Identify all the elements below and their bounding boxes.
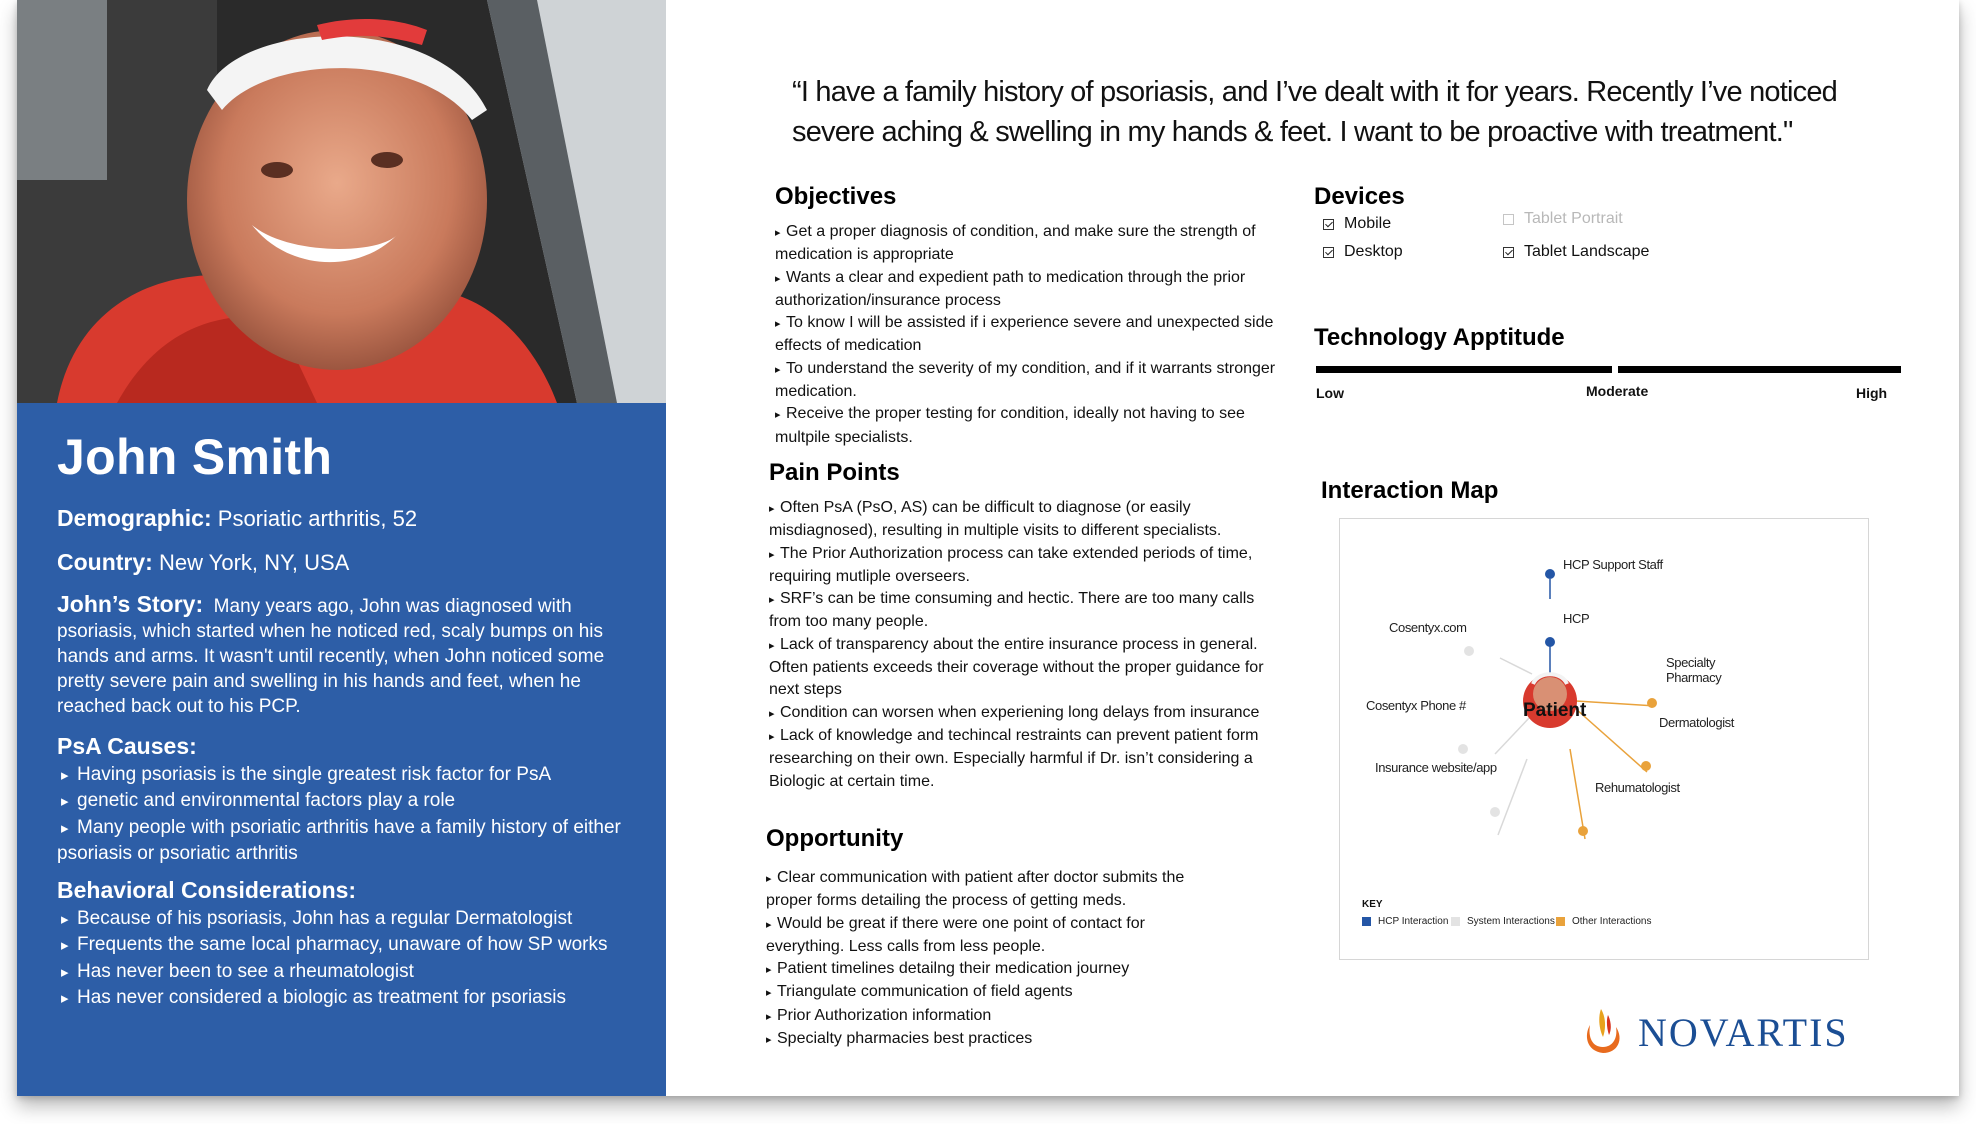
key-other: Other Interactions — [1556, 916, 1651, 927]
list-item: ▸ Frequents the same local pharmacy, unaware of how SP works — [57, 932, 637, 959]
demographic-label: Demographic: — [57, 505, 212, 531]
key-hcp: HCP Interaction — [1362, 916, 1448, 927]
persona-quote: “I have a family history of psoriasis, and I’ve dealt with it for years. Recently I’ve noticed severe aching & swelling in my hands & feet. I want to be proactive with treatment." — [792, 76, 1838, 148]
behavioral-heading: Behavioral Considerations: — [57, 876, 357, 903]
aptitude-bar-high — [1618, 366, 1901, 373]
checkbox-checked-icon — [1323, 219, 1334, 230]
list-item: ▸ Has never been to see a rheumatologist — [57, 959, 637, 986]
persona-sidebar — [17, 0, 666, 1096]
swatch-icon — [1362, 917, 1371, 926]
list-item: ▸ To know I will be assisted if i experience severe and unexpected side effects of medication — [775, 312, 1295, 358]
checkbox-checked-icon — [1323, 247, 1334, 258]
list-item: ▸ Often PsA (PsO, AS) can be difficult to diagnose (or easily misdiagnosed), resulting in multiple visits to different specialists. — [769, 497, 1289, 543]
devices-heading: Devices — [1314, 183, 1405, 210]
list-item: ▸ Has never considered a biologic as treatment for psoriasis — [57, 985, 637, 1012]
interaction-map-graph — [1340, 519, 1870, 961]
list-item: ▸ Patient timelines detailng their medication journey — [766, 958, 1196, 981]
device-tablet-portrait: Tablet Portrait — [1503, 210, 1623, 228]
swatch-icon — [1451, 917, 1460, 926]
list-item: ▸ Having psoriasis is the single greatest risk factor for PsA — [57, 762, 637, 789]
demographic — [57, 504, 637, 534]
specialty-pharmacy-node: Specialty Pharmacy — [1666, 655, 1722, 685]
list-item: ▸ Specialty pharmacies best practices — [766, 1028, 1196, 1051]
opportunity-heading: Opportunity — [766, 825, 904, 852]
interaction-map — [1339, 518, 1869, 960]
insurance-node: Insurance website/app — [1375, 760, 1497, 775]
list-item: ▸ Because of his psoriasis, John has a regular Dermatologist — [57, 906, 637, 933]
cosentyx-com-node: Cosentyx.com — [1389, 620, 1467, 635]
opportunity-list — [766, 867, 1196, 1051]
objectives-list — [775, 221, 1295, 449]
aptitude-low-label: Low — [1316, 385, 1344, 401]
pain-points-list — [769, 497, 1289, 793]
dermatologist-node: Dermatologist — [1659, 715, 1734, 730]
persona-story — [57, 592, 637, 719]
hcp-support-node: HCP Support Staff — [1563, 557, 1663, 572]
list-item: ▸ Receive the proper testing for condition, ideally not having to see multpile specialists. — [775, 403, 1295, 449]
persona-card — [17, 0, 1959, 1096]
patient-node-label: Patient — [1523, 700, 1587, 721]
swatch-icon — [1556, 917, 1565, 926]
novartis-flame-icon — [1582, 1007, 1624, 1057]
rheumatologist-node: Rehumatologist — [1595, 780, 1680, 795]
causes-heading: PsA Causes: — [57, 732, 197, 759]
list-item: ▸ Clear communication with patient after doctor submits the proper forms detailing the process of getting meds. — [766, 867, 1196, 913]
map-key-title: KEY — [1362, 899, 1383, 910]
tech-aptitude-heading: Technology Apptitude — [1314, 324, 1565, 351]
cosentyx-phone-node: Cosentyx Phone # — [1366, 698, 1466, 713]
list-item: ▸ genetic and environmental factors play a role — [57, 788, 637, 815]
aptitude-high-label: High — [1856, 385, 1888, 401]
aptitude-moderate-label: Moderate — [1586, 383, 1649, 399]
objectives-heading: Objectives — [775, 183, 897, 210]
causes-list — [57, 762, 637, 867]
aptitude-bar-low — [1316, 366, 1612, 373]
pain-points-heading: Pain Points — [769, 459, 900, 486]
list-item: ▸ Many people with psoriatic arthritis have a family history of either psoriasis or psoriatic arthritis — [57, 815, 637, 867]
list-item: ▸ Triangulate communication of field agents — [766, 981, 1196, 1004]
demographic-value: Psoriatic arthritis, 52 — [217, 506, 418, 531]
list-item: ▸ Would be great if there were one point of contact for everything. Less calls from less people. — [766, 913, 1196, 959]
device-mobile: Mobile — [1323, 215, 1391, 233]
country-label: Country: — [57, 548, 153, 575]
country — [57, 548, 637, 578]
key-system: System Interactions — [1451, 916, 1555, 927]
checkbox-unchecked-icon — [1503, 214, 1514, 225]
device-tablet-landscape: Tablet Landscape — [1503, 243, 1649, 261]
device-desktop: Desktop — [1323, 243, 1403, 261]
list-item: ▸ Condition can worsen when experiening long delays from insurance — [769, 702, 1289, 725]
checkbox-checked-icon — [1503, 247, 1514, 258]
hcp-node: HCP — [1563, 611, 1590, 626]
list-item: ▸ SRF’s can be time consuming and hectic. There are too many calls from too many people. — [769, 588, 1289, 634]
list-item: ▸ To understand the severity of my condition, and if it warrants stronger medication. — [775, 358, 1295, 404]
story-text: Many years ago, John was diagnosed with psoriasis, which started when he noticed red, scaly bumps on his hands and arms. It wasn't until recently, when John noticed some pretty severe pain and swelling in his hands and feet, when he reached back out to his PCP. — [57, 595, 605, 717]
list-item: ▸ The Prior Authorization process can take extended periods of time, requiring mutliple overseers. — [769, 543, 1289, 589]
country-value: New York, NY, USA — [158, 549, 350, 575]
novartis-wordmark: NOVARTIS — [1638, 1009, 1849, 1055]
list-item: ▸ Lack of knowledge and techincal restraints can prevent patient form researching on their own. Especially harmful if Dr. isn’t considering a Biologic at certain time. — [769, 725, 1289, 793]
list-item: ▸ Get a proper diagnosis of condition, and make sure the strength of medication is appropriate — [775, 221, 1295, 267]
novartis-logo — [1582, 1007, 1849, 1057]
persona-photo — [17, 0, 666, 403]
behavioral-list — [57, 906, 637, 1012]
interaction-map-heading: Interaction Map — [1321, 477, 1499, 504]
story-label: John’s Story: — [57, 590, 204, 617]
list-item: ▸ Prior Authorization information — [766, 1005, 1196, 1028]
persona-name: John Smith — [57, 429, 333, 485]
list-item: ▸ Lack of transparency about the entire insurance process in general. Often patients exceeds their coverage without the proper guidance for next steps — [769, 634, 1289, 702]
list-item: ▸ Wants a clear and expedient path to medication through the prior authorization/insurance process — [775, 267, 1295, 313]
